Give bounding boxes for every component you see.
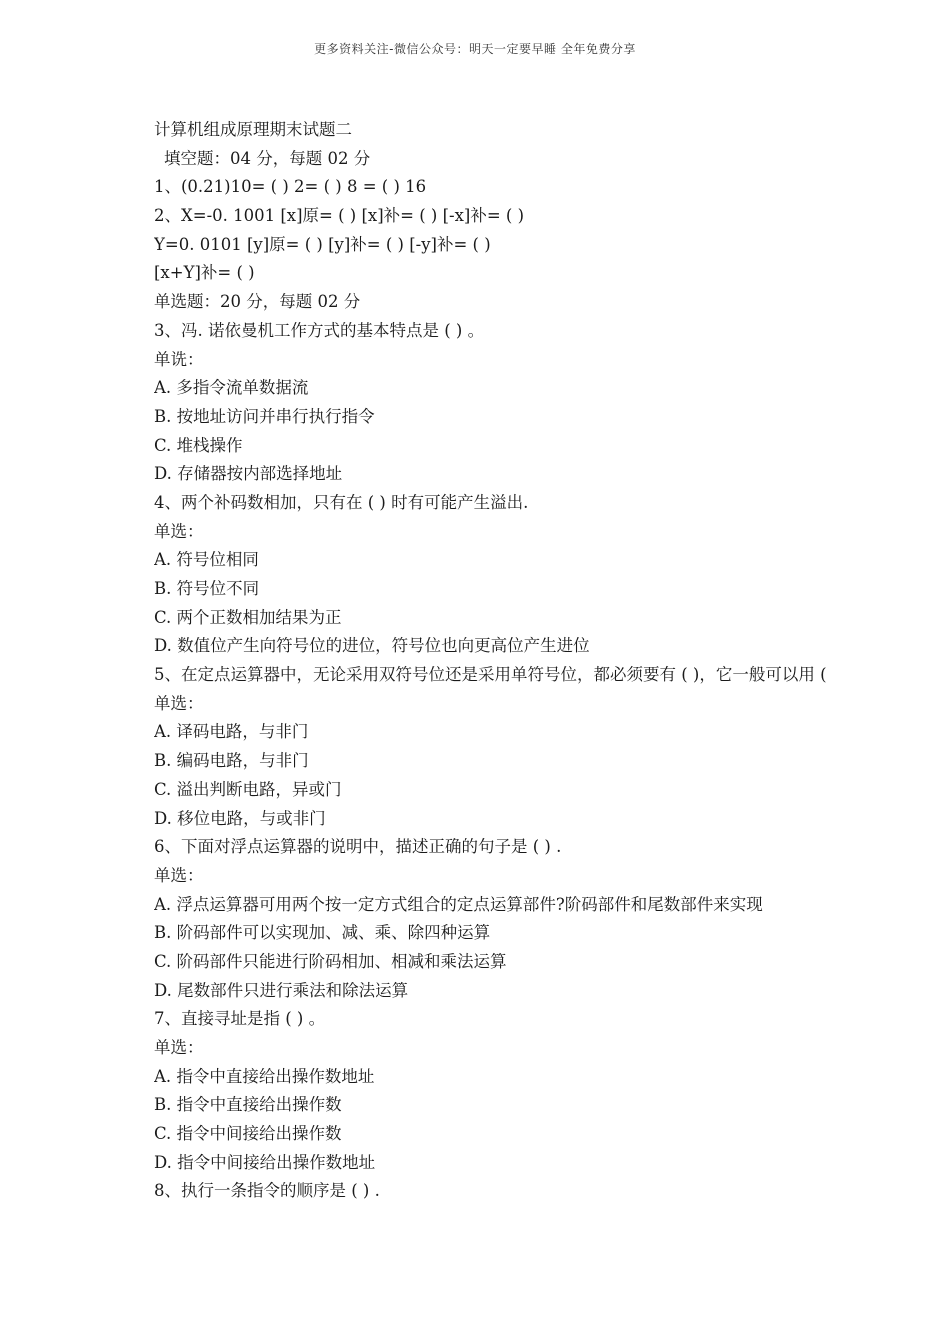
document-title: 计算机组成原理期末试题二 (154, 120, 352, 139)
question-7-type: 单选： (154, 1038, 204, 1057)
question-3-type: 单诜： (154, 349, 204, 369)
question-5-option-a: A. 译码电路，与非门 (154, 722, 309, 742)
question-5-option-c: C. 溢出判断电路，异或门 (154, 779, 342, 799)
question-8-stem: 8、执行一条指令的顺序是 ( ) . (154, 1181, 380, 1201)
question-4-option-d: D. 数值位产生向符号位的进位，符号位也向更高位产生进位 (154, 636, 590, 656)
question-3-option-c: C. 堆栈操作 (154, 435, 243, 455)
question-3-option-d: D. 存储器按内部选择地址 (154, 464, 343, 484)
question-2-line-3: [x+Y]补= ( ) (154, 263, 255, 283)
question-5-type: 单选： (154, 693, 204, 713)
header-note: 更多资料关注-微信公众号：明天一定要早睡 全年免费分享 (314, 42, 636, 56)
question-5-option-b: B. 编码电路，与非门 (154, 751, 309, 771)
single-section-heading: 单选题：20 分，每题 02 分 (154, 292, 361, 312)
question-6-option-b: B. 阶码部件可以实现加、减、乘、除四种运算 (154, 923, 491, 943)
question-7-stem: 7、直接寻址是指 ( ) 。 (154, 1009, 326, 1029)
question-7-option-b: B. 指令中直接给出操作数 (154, 1095, 342, 1115)
question-5-option-d: D. 移位电路，与或非门 (154, 808, 326, 828)
question-2-line-2: Y=0. 0101 [y]原= ( ) [y]补= ( ) [-y]补= ( ) (154, 234, 491, 254)
question-1: 1、(0.21)10= ( ) 2= ( ) 8 = ( ) 16 (154, 177, 427, 197)
question-7-option-a: A. 指令中直接给出操作数地址 (154, 1066, 375, 1086)
fill-section-heading: 填空题：04 分，每题 02 分 (164, 148, 371, 168)
question-4-type: 单选： (154, 521, 204, 541)
question-4-option-a: A. 符号位相同 (154, 550, 259, 570)
question-4-option-c: C. 两个正数相加结果为正 (154, 607, 342, 627)
question-7-option-c: C. 指令中间接给出操作数 (154, 1124, 342, 1144)
question-7-option-d: D. 指令中间接给出操作数地址 (154, 1152, 376, 1172)
question-6-stem: 6、下面对浮点运算器的说明中，描述正确的句子是 ( ) . (154, 837, 562, 857)
question-5-stem: 5、在定点运算器中，无论采用双符号位还是采用单符号位，都必须要有 ( )，它一般可以用 ( (154, 665, 827, 685)
question-3-option-a: A. 多指令流单数据流 (154, 378, 309, 398)
document-body (154, 116, 944, 1206)
question-2-line-1: 2、X=-0. 1001 [x]原= ( ) [x]补= ( ) [-x]补= ( ) (154, 206, 525, 226)
question-6-option-a: A. 浮点运算器可用两个按一定方式组合的定点运算部件?阶码部件和尾数部件来实现 (154, 894, 763, 914)
question-6-option-d: D. 尾数部件只进行乘法和除法运算 (154, 980, 409, 1000)
question-4-stem: 4、两个补码数相加，只有在 ( ) 时有可能产生溢出. (154, 492, 529, 512)
question-4-option-b: B. 符号位不同 (154, 579, 260, 598)
question-6-option-c: C. 阶码部件只能进行阶码相加、相减和乘法运算 (154, 951, 507, 971)
question-6-type: 单选： (154, 865, 204, 885)
question-3-option-b: B. 按地址访问并串行执行指令 (154, 406, 375, 426)
question-3-stem: 3、冯. 诺依曼机工作方式的基本特点是 ( ) 。 (154, 320, 485, 340)
